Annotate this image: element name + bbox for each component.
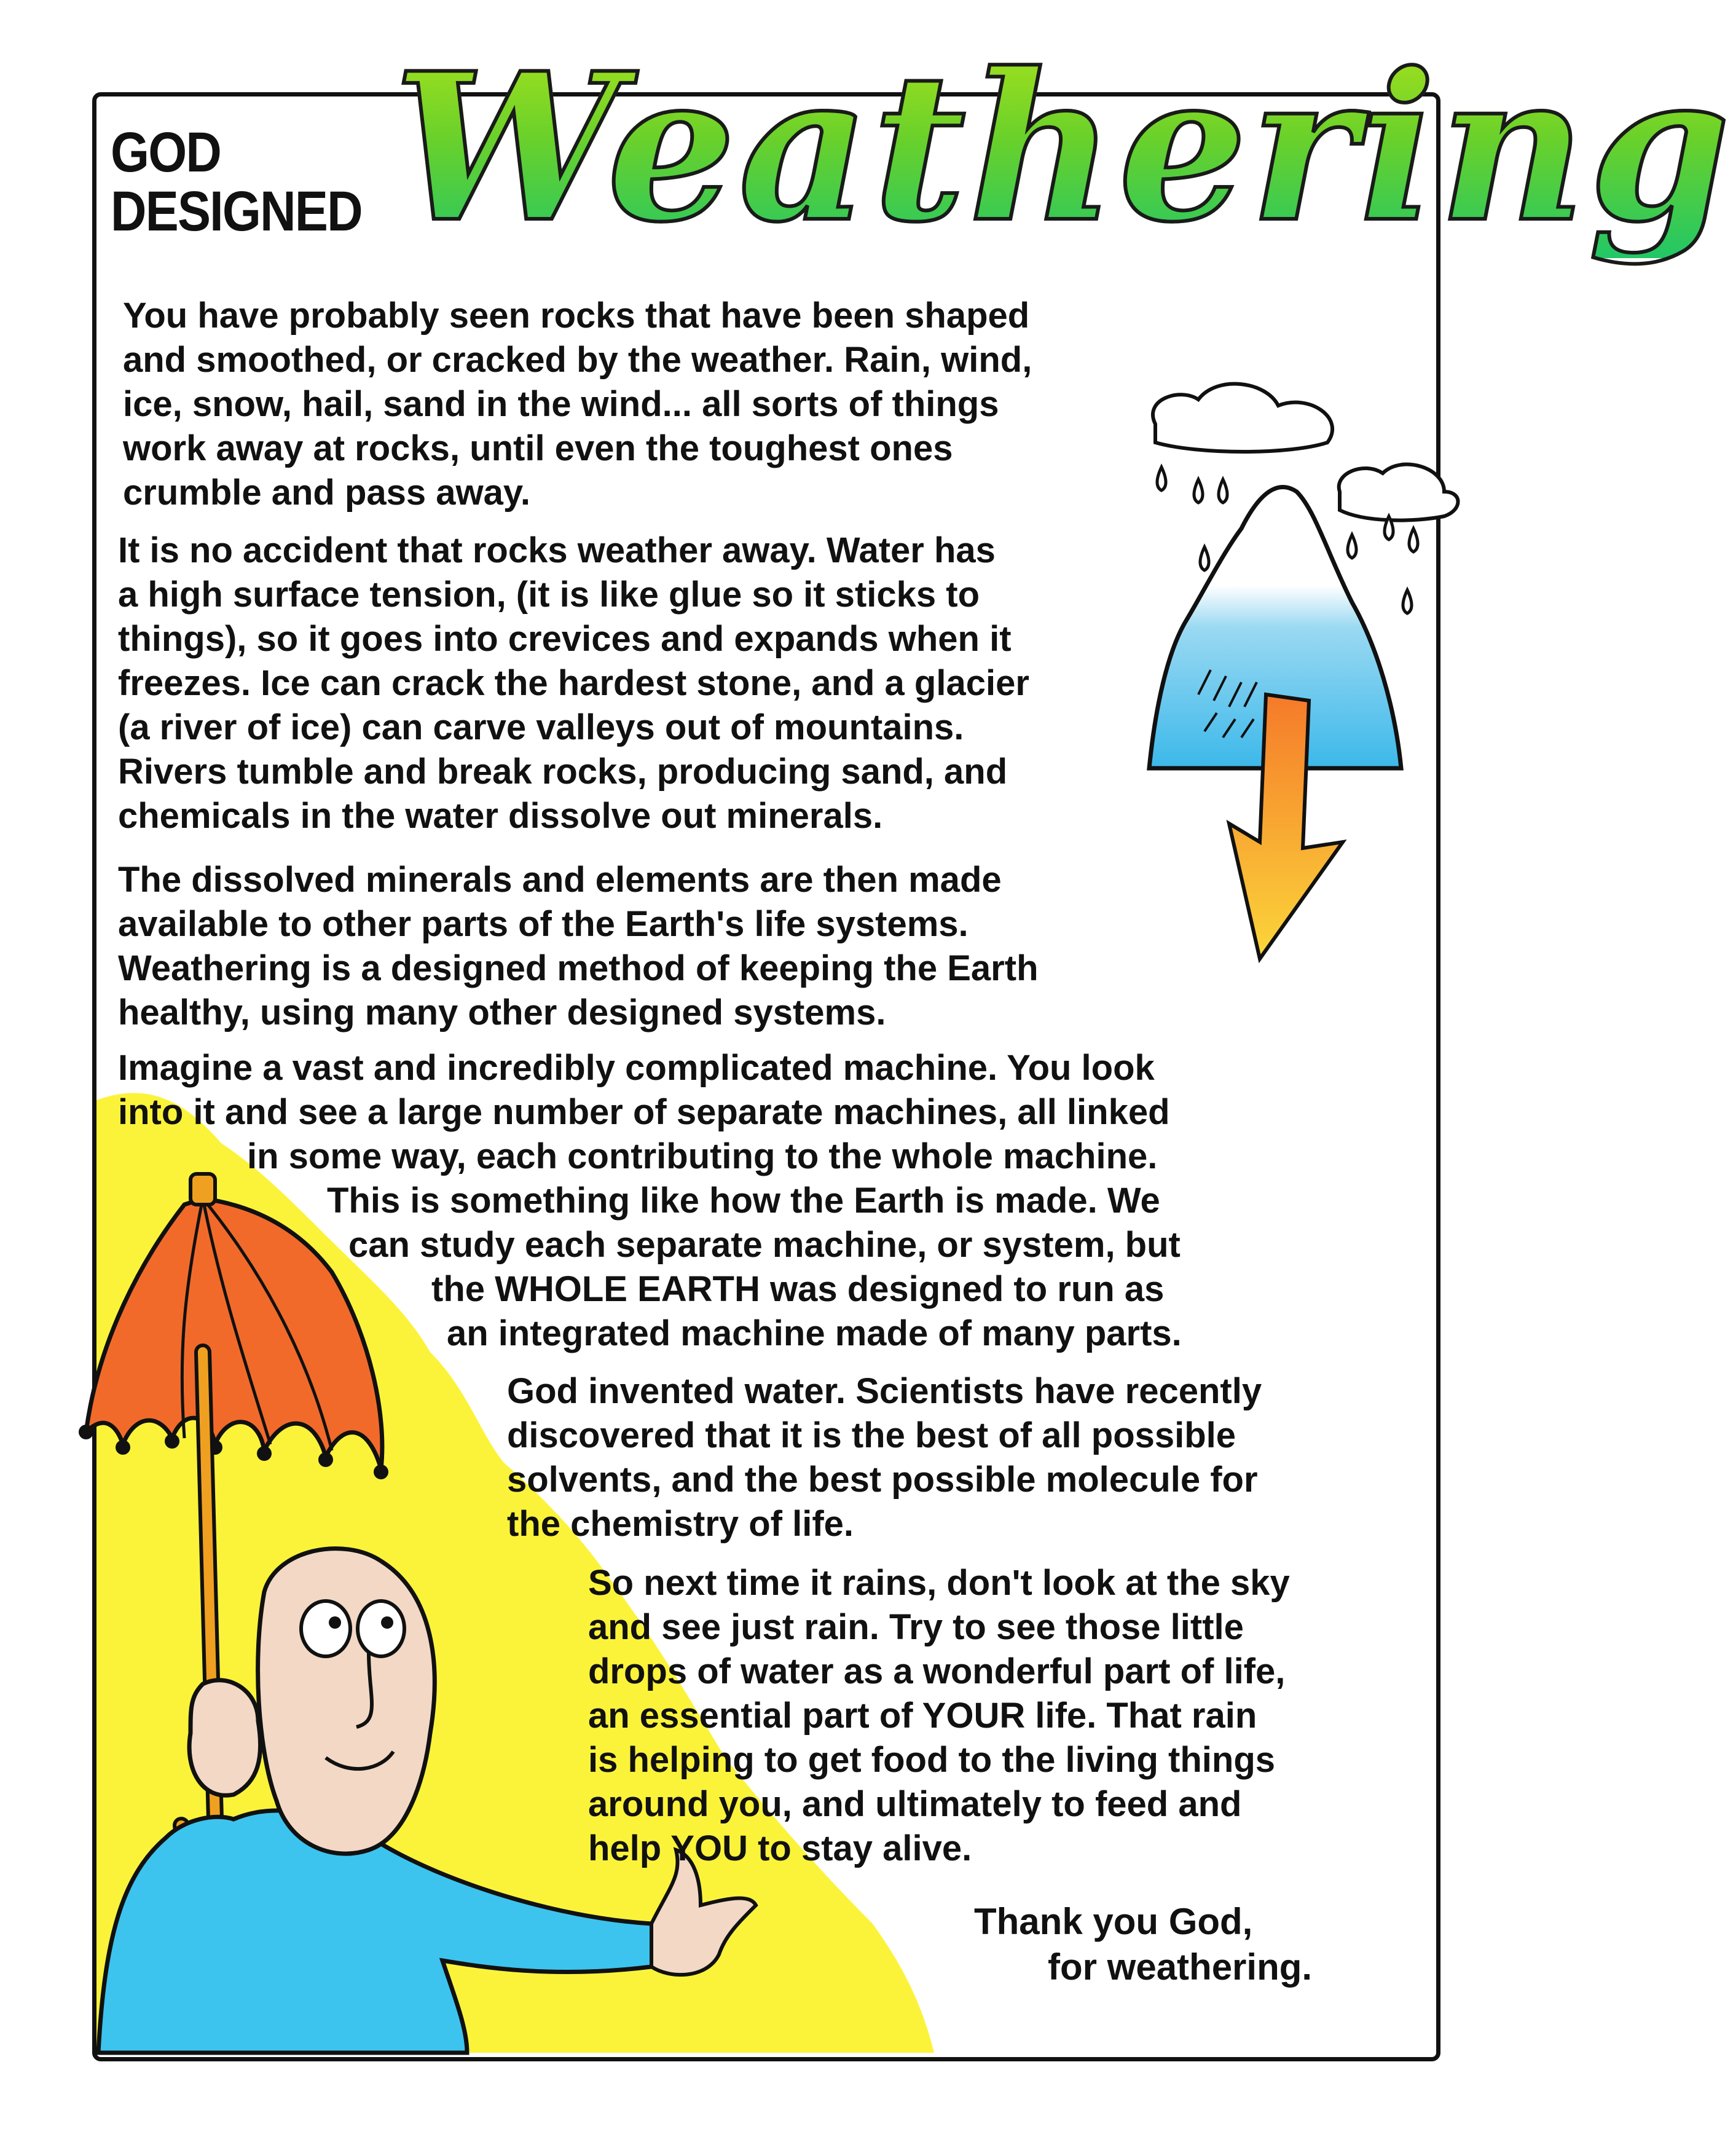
- paragraph-3: [118, 858, 1039, 1035]
- text-line: is helping to get food to the living things: [588, 1740, 1276, 1780]
- text-line: around you, and ultimately to feed and: [588, 1784, 1242, 1824]
- text-line: discovered that it is the best of all possible: [507, 1415, 1236, 1455]
- kicker-line: GOD: [111, 121, 221, 184]
- kicker-heading: [111, 123, 362, 241]
- text-line: help YOU to stay alive.: [588, 1828, 972, 1868]
- closing-message: [974, 1899, 1312, 1990]
- paragraph-5: [507, 1369, 1262, 1546]
- text-line: This is something like how the Earth is made. We: [327, 1181, 1160, 1221]
- text-line: can study each separate machine, or system, but: [348, 1225, 1181, 1265]
- text-line: freezes. Ice can crack the hardest stone, and a glacier: [118, 663, 1029, 703]
- text-line: into it and see a large number of separate machines, all linked: [118, 1092, 1170, 1132]
- text-line: the WHOLE EARTH was designed to run as: [431, 1269, 1165, 1309]
- text-line: the chemistry of life.: [507, 1504, 854, 1544]
- page-title: Weathering: [393, 28, 1733, 267]
- text-line: ice, snow, hail, sand in the wind... all sorts of things: [123, 384, 999, 424]
- text-line: crumble and pass away.: [123, 473, 530, 513]
- text-line: and see just rain. Try to see those little: [588, 1607, 1244, 1647]
- paragraph-1: [123, 294, 1032, 515]
- cloud-icon: [1339, 465, 1458, 521]
- text-line: an integrated machine made of many parts.: [447, 1313, 1182, 1353]
- text-line: healthy, using many other designed systems.: [118, 993, 886, 1033]
- text-line: drops of water as a wonderful part of life,: [588, 1651, 1286, 1691]
- text-line: Rivers tumble and break rocks, producing sand, and: [118, 752, 1008, 792]
- text-line: work away at rocks, until even the toughest ones: [123, 428, 953, 468]
- text-line: in some way, each contributing to the whole machine.: [247, 1136, 1158, 1176]
- text-line: things), so it goes into crevices and expands when it: [118, 619, 1012, 659]
- text-line: and smoothed, or cracked by the weather. Rain, wind,: [123, 340, 1032, 380]
- text-line: Imagine a vast and incredibly complicated machine. You look: [118, 1048, 1155, 1088]
- text-line: God invented water. Scientists have recently: [507, 1371, 1262, 1411]
- text-line: Weathering is a designed method of keeping the Earth: [118, 948, 1039, 988]
- text-line: It is no accident that rocks weather away. Water has: [118, 530, 996, 570]
- text-line: The dissolved minerals and elements are then made: [118, 860, 1002, 900]
- text-line: (a river of ice) can carve valleys out of mountains.: [118, 707, 964, 747]
- closing-line: for weathering.: [1048, 1946, 1313, 1988]
- paragraph-6: [588, 1561, 1290, 1871]
- kicker-line: DESIGNED: [111, 180, 362, 243]
- text-line: available to other parts of the Earth's life systems.: [118, 904, 969, 944]
- text-line: chemicals in the water dissolve out minerals.: [118, 796, 883, 836]
- text-line: So next time it rains, don't look at the sky: [588, 1563, 1290, 1603]
- text-line: You have probably seen rocks that have been shaped: [123, 296, 1030, 336]
- cloud-icon: [1153, 384, 1332, 452]
- paragraph-2: [118, 529, 1029, 838]
- text-line: a high surface tension, (it is like glue so it sticks to: [118, 575, 980, 615]
- text-line: solvents, and the best possible molecule for: [507, 1460, 1258, 1500]
- text-line: an essential part of YOUR life. That rain: [588, 1696, 1257, 1736]
- closing-line: Thank you God,: [974, 1901, 1253, 1942]
- paragraph-4: [118, 1046, 1182, 1356]
